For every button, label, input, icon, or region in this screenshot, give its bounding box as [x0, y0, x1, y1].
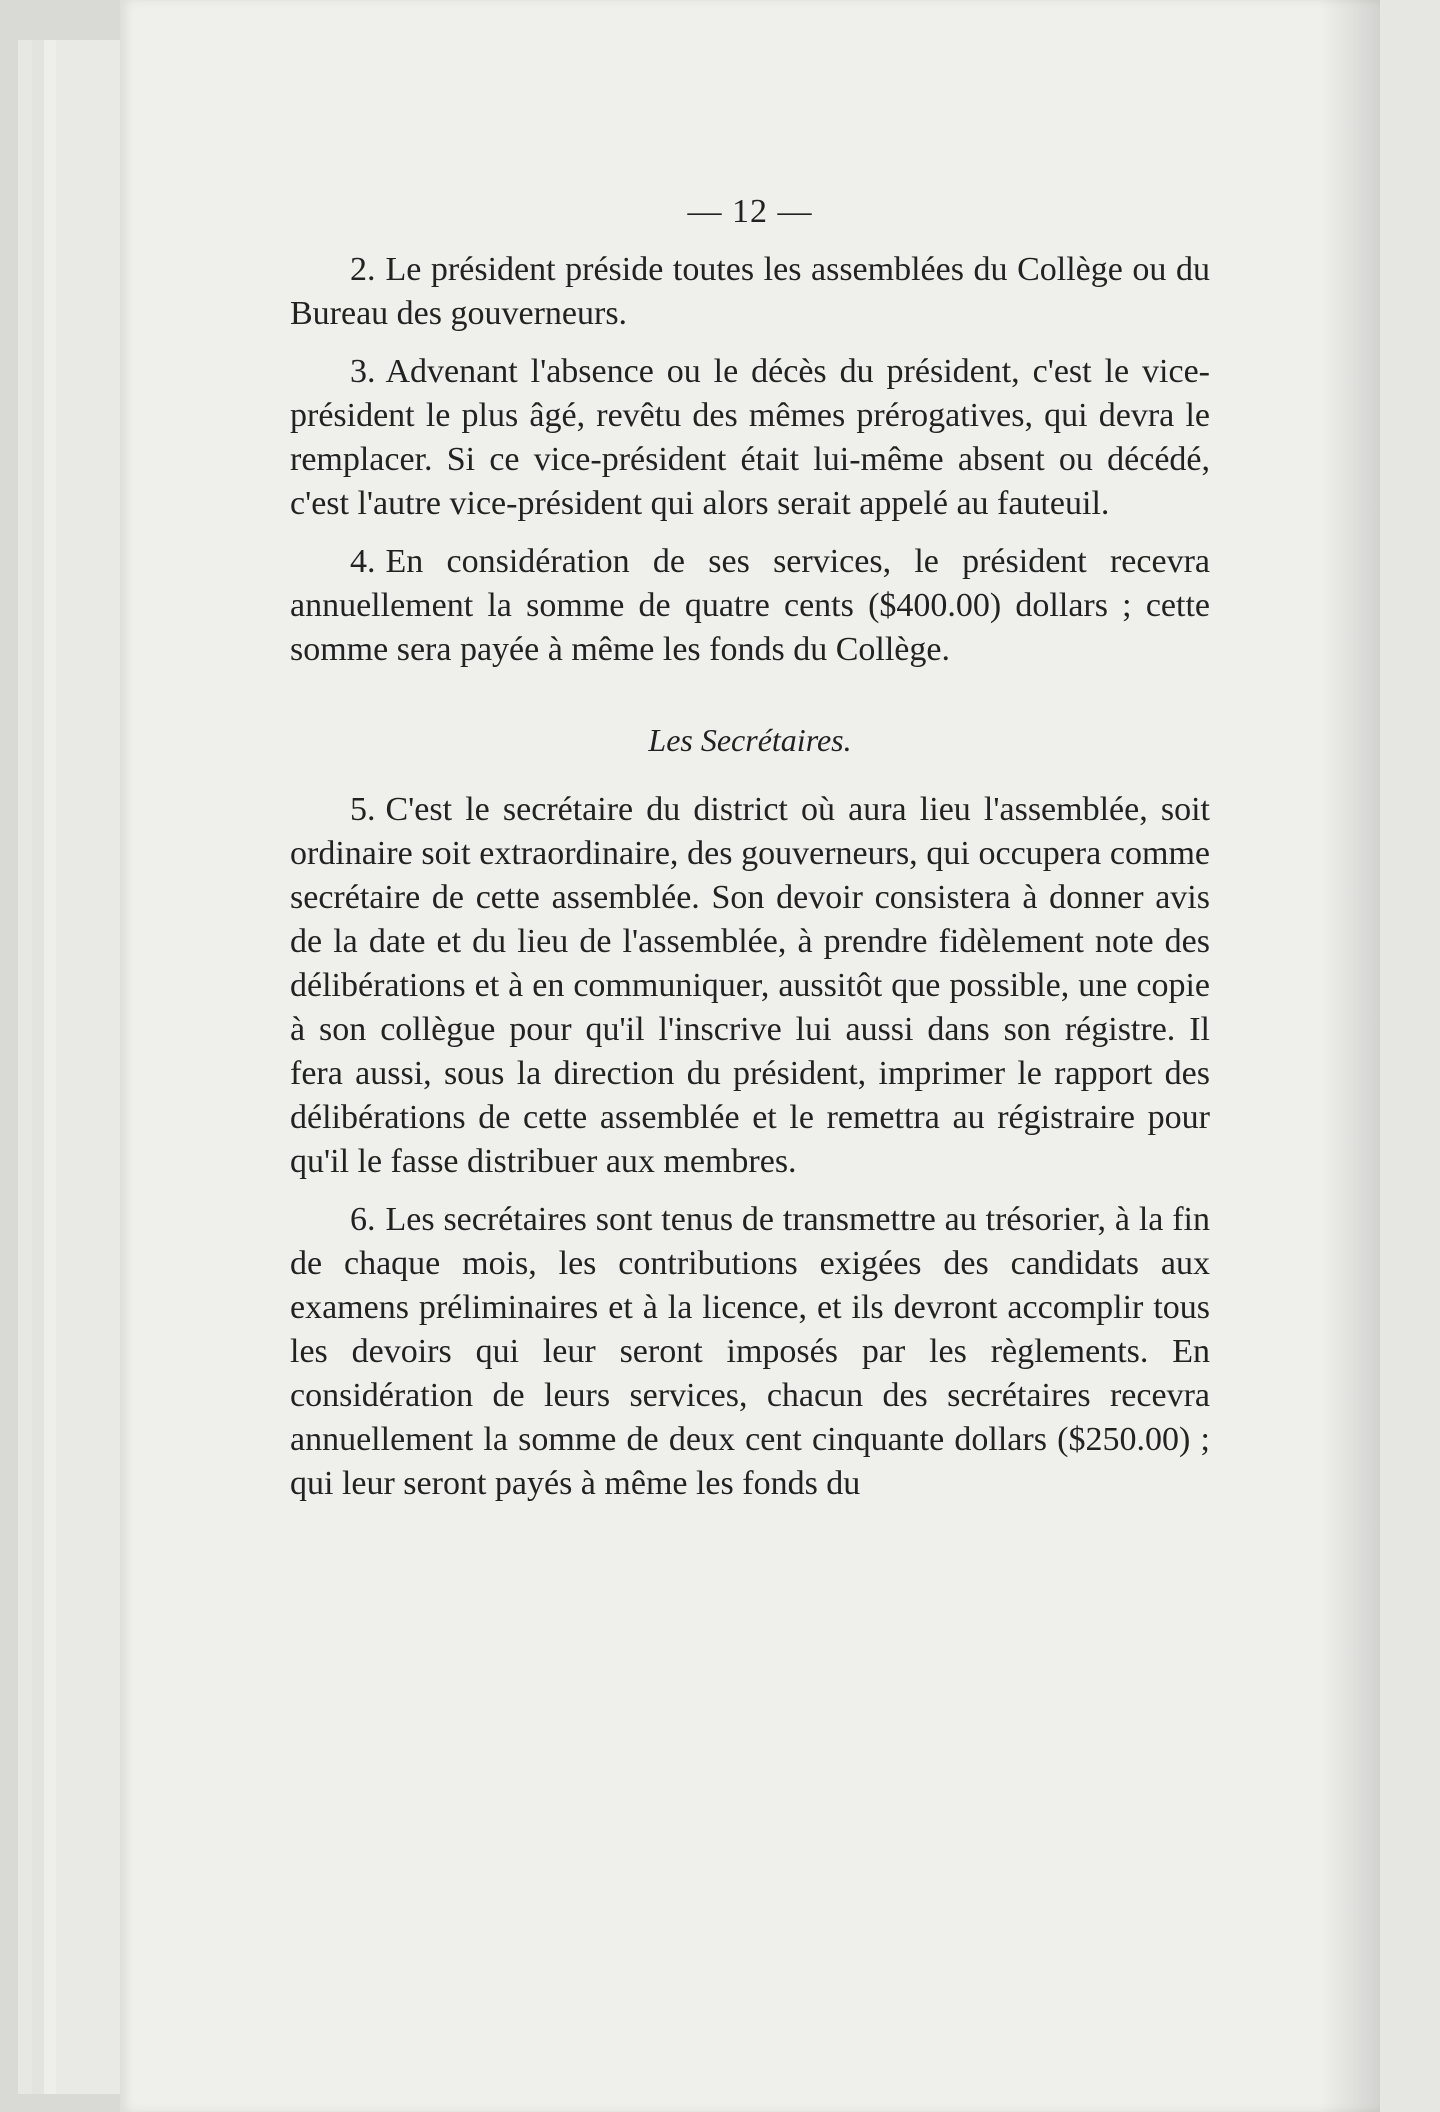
facing-page-edge [1380, 0, 1440, 2112]
page-number: — 12 — [687, 193, 813, 230]
paragraph-text: Le président préside toutes les assemblées du Collège ou du Bureau des gouverneurs. [290, 251, 1210, 332]
section-heading: Les Secrétaires. [648, 722, 852, 758]
paragraph-number: 2. [350, 251, 376, 288]
page-edge [56, 40, 127, 2094]
paragraph-number: 4. [350, 543, 376, 580]
paragraph-4 [290, 540, 1210, 672]
paragraph-text: Les secrétaires sont tenus de transmettre au trésorier, à la fin de chaque mois, les contributions exigées des candidats aux examens préliminaires et à la licence, et ils devront accomplir tous les devoirs qui leur seront imposés par les règlements. En considération de leurs services, chacun des secrétaires recevra annuellement la somme de deux cent cinquante dollars ($250.00) ; qui leur seront payés à même les fonds du [290, 1201, 1210, 1502]
gutter-shadow [1320, 0, 1380, 2112]
paragraph-5 [290, 788, 1210, 1184]
paragraph-number: 3. [350, 353, 376, 390]
paragraph-text: C'est le secrétaire du district où aura lieu l'assemblée, soit ordinaire soit extraordinaire, des gouverneurs, qui occupera comme secrétaire de cette assemblée. Son devoir consistera à donner avis de la date et du lieu de l'assemblée, à prendre fidèlement note des délibérations et à en communiquer, aussitôt que possible, une copie à son collègue pour qu'il l'inscrive lui aussi dans son régistre. Il fera aussi, sous la direction du président, imprimer le rapport des délibérations de cette assemblée et le remettra au régistraire pour qu'il le fasse distribuer aux membres. [290, 791, 1210, 1180]
page-text [290, 190, 1210, 1520]
paragraph-6 [290, 1198, 1210, 1506]
paragraph-2 [290, 248, 1210, 336]
paragraph-text: En considération de ses services, le président recevra annuellement la somme de quatre cents ($400.00) dollars ; cette somme sera payée à même les fonds du Collège. [290, 543, 1210, 668]
paragraph-3 [290, 350, 1210, 526]
paragraph-number: 6. [350, 1201, 376, 1238]
paragraph-text: Advenant l'absence ou le décès du président, c'est le vice-président le plus âgé, revêtu des mêmes prérogatives, qui devra le remplacer. Si ce vice-président était lui-même absent ou décédé, c'est l'autre vice-président qui alors serait appelé au fauteuil. [290, 353, 1210, 522]
paragraph-number: 5. [350, 791, 376, 828]
